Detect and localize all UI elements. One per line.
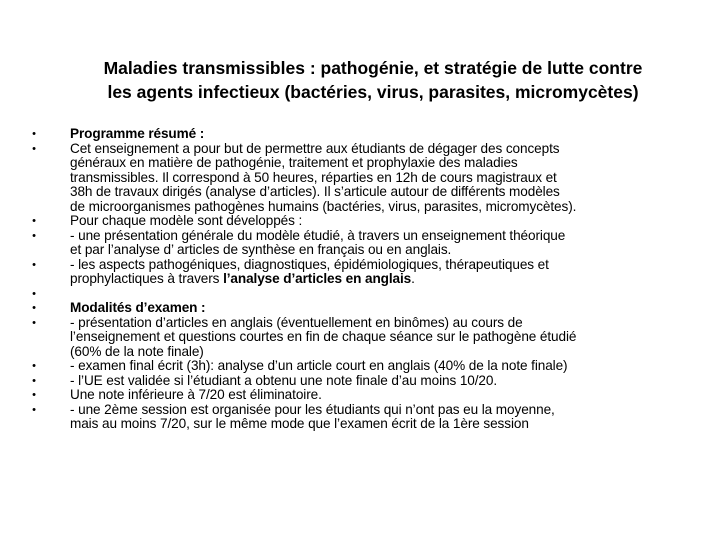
slide-title <box>40 56 706 104</box>
list-item-text: Pour chaque modèle sont développés : <box>70 213 303 228</box>
list-item <box>0 359 720 374</box>
list-item-text-end: . <box>411 271 415 286</box>
list-item <box>0 142 720 215</box>
list-item <box>0 316 720 360</box>
list-item <box>0 301 720 316</box>
list-item <box>0 214 720 229</box>
list-item-text-start: - les aspects pathogéniques, diagnostiques, épidémiologiques, thérapeutiques et prophylactiques à travers <box>70 256 549 286</box>
list-item <box>0 229 720 258</box>
list-item <box>0 388 720 403</box>
bullet-icon: • <box>32 142 36 155</box>
list-item-text <box>70 287 710 302</box>
title-line-2: les agents infectieux (bactéries, virus, parasites, micromycètes) <box>107 82 639 102</box>
bullet-icon: • <box>32 287 36 300</box>
list-item <box>0 127 720 142</box>
list-item-text: - une 2ème session est organisée pour les étudiants qui n’ont pas eu la moyenne, mais au moins 7/20, sur le même mode que l’examen écrit de la 1ère session <box>70 401 555 431</box>
bullet-icon: • <box>32 215 36 227</box>
bullet-icon: • <box>32 403 36 416</box>
bullet-icon: • <box>32 258 36 271</box>
list-item-text: - une présentation générale du modèle étudié, à travers un enseignement théorique et par l’analyse d’ articles de synthèse en français ou en anglais. <box>70 227 566 257</box>
list-item-text: - présentation d’articles en anglais (éventuellement en binômes) au cours de l’enseignement et questions courtes en fin de chaque séance sur le pathogène étudié (60% de la note finale) <box>70 314 577 359</box>
list-item-text: Cet enseignement a pour but de permettre aux étudiants de dégager des concepts généraux en matière de pathogénie, traitement et prophylaxie des maladies transmissibles. Il correspond à 50 heures, réparties en 12h de cours magistraux et 38h de travaux dirigés (analyse d’articles). Il s’articule autour de différents modèles de microorganismes pathogènes humains (bactéries, virus, parasites, micromycètes). <box>70 140 577 214</box>
list-item-text: - examen final écrit (3h): analyse d’un article court en anglais (40% de la note finale) <box>70 358 568 373</box>
list-item-text: Une note inférieure à 7/20 est éliminatoire. <box>70 387 322 402</box>
section-heading-modalites: Modalités d’examen : <box>70 300 206 315</box>
emphasis-text: l’analyse d’articles en anglais <box>223 271 412 286</box>
title-line-1: Maladies transmissibles : pathogénie, et stratégie de lutte contre <box>103 58 643 78</box>
list-item-text: - l’UE est validée si l’étudiant a obtenu une note finale d’au moins 10/20. <box>70 372 498 388</box>
bullet-icon: • <box>32 128 36 140</box>
bullet-icon: • <box>32 316 36 329</box>
list-item-text <box>70 258 710 287</box>
bullet-list <box>0 127 720 432</box>
list-item <box>0 374 720 389</box>
bullet-icon: • <box>32 389 36 401</box>
list-item <box>0 403 720 432</box>
bullet-icon: • <box>32 229 36 242</box>
bullet-icon: • <box>32 302 36 314</box>
section-heading-programme: Programme résumé : <box>70 126 205 141</box>
list-item-empty <box>0 287 720 302</box>
bullet-icon: • <box>32 360 36 372</box>
bullet-icon: • <box>32 374 36 387</box>
list-item <box>0 258 720 287</box>
